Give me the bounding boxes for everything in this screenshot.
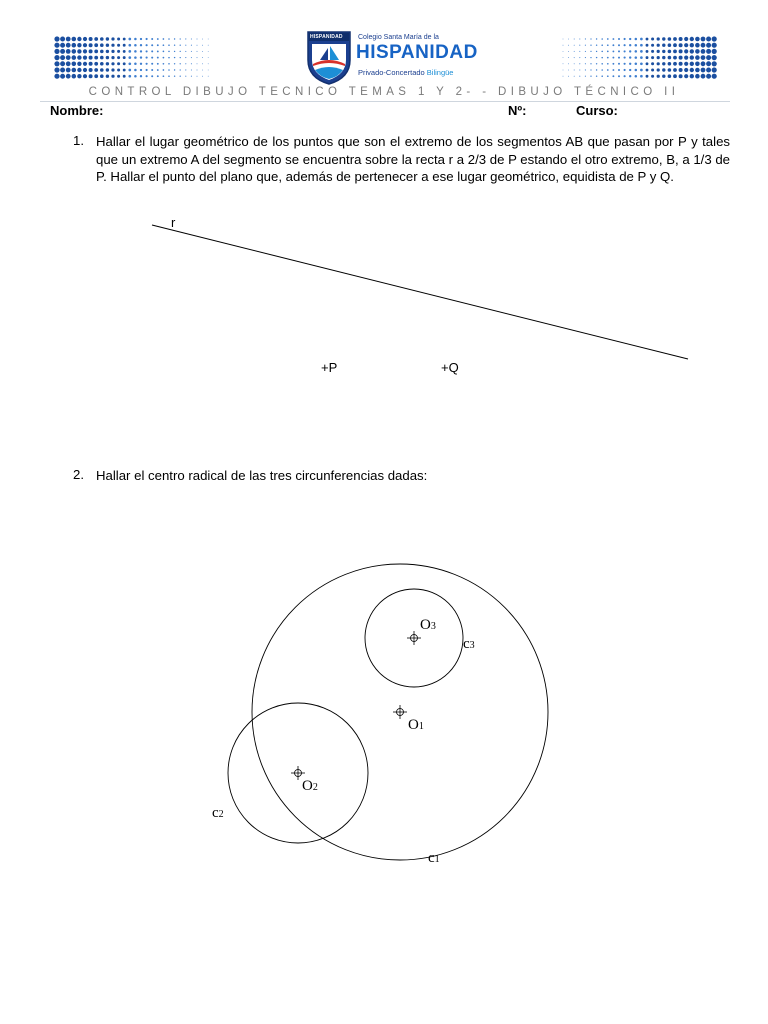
label-c3: c3	[463, 636, 475, 652]
exam-title: CONTROL DIBUJO TECNICO TEMAS 1 Y 2- - DIBUJO TÉCNICO II	[88, 86, 680, 98]
label-c2: c2	[212, 805, 224, 821]
logo-subtitle-main: Privado-Concertado	[358, 68, 425, 77]
logo-badge-text: HISPANIDAD	[310, 34, 343, 40]
name-label: Nombre:	[50, 103, 104, 118]
course-label: Curso:	[576, 103, 618, 118]
center-o3-marker	[407, 631, 421, 645]
question-2-number: 2.	[73, 467, 84, 482]
number-label: Nº:	[508, 103, 527, 118]
logo-subtitle-bilingual: Bilingüe	[426, 68, 454, 77]
label-o3: O3	[420, 617, 436, 633]
line-r	[152, 225, 688, 359]
question-1-number: 1.	[73, 133, 84, 148]
point-p-label: +P	[321, 360, 338, 375]
logo-school-name: HISPANIDAD	[356, 42, 478, 63]
line-r-label: r	[171, 215, 176, 230]
point-q-label: +Q	[441, 360, 459, 375]
logo-school-small: Colegio Santa María de la	[358, 34, 439, 41]
label-c1: c1	[428, 850, 440, 866]
label-o1: O1	[408, 717, 424, 733]
label-o2: O2	[302, 778, 318, 794]
question-2-text: Hallar el centro radical de las tres circunferencias dadas:	[96, 468, 428, 483]
question-1-text: Hallar el lugar geométrico de los puntos que son el extremo de los segmentos AB que pasan por P y tales que un extremo A del segmento se encuentra sobre la recta r a 2/3 de P estando el otro extremo, B, a 1/3 de P. Hallar el punto del plano que, además de pertenecer a ese lugar geométrico, equidista de P y Q.	[96, 134, 730, 185]
center-o1-marker	[393, 705, 407, 719]
